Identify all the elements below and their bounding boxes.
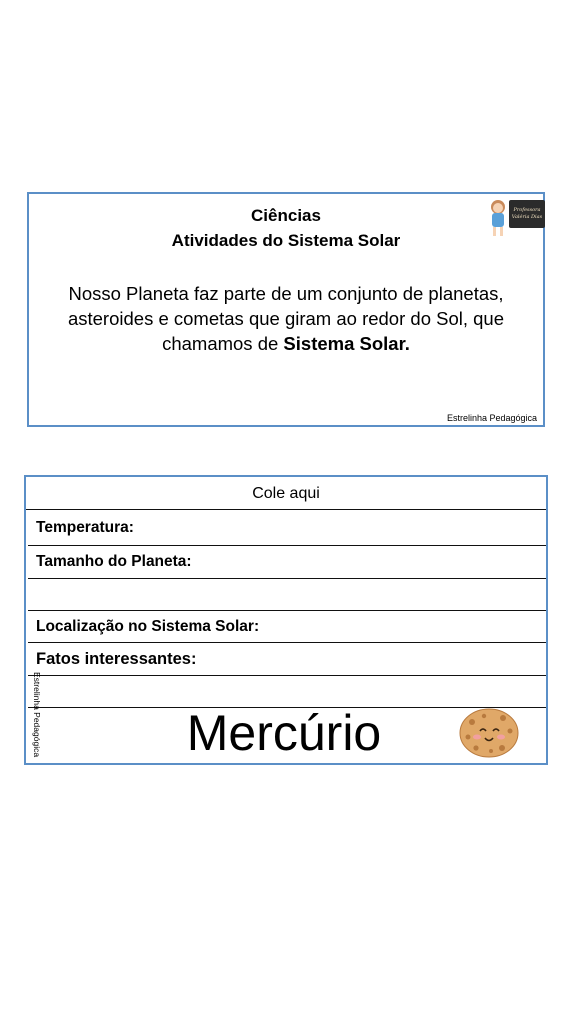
interesting-facts-row: Fatos interessantes:: [28, 643, 546, 676]
subject-heading: Ciências: [251, 206, 321, 225]
intro-text-prefix: Nosso Planeta faz parte de um conjunto de planetas, asteroides e cometas que giram ao redor do Sol, que chamamos de: [67, 283, 505, 354]
paste-here-label: Cole aqui: [26, 477, 546, 510]
side-credit-text: Estrelinha Pedagógica: [32, 672, 42, 758]
intro-text: [49, 281, 523, 356]
intro-card: [27, 192, 545, 427]
credit-text: Estrelinha Pedagógica: [446, 413, 537, 423]
intro-text-bold: Sistema Solar.: [283, 333, 410, 354]
planet-name: Mercúrio: [186, 705, 382, 761]
solar-location-row: Localização no Sistema Solar:: [28, 611, 546, 643]
temperature-row: Temperatura:: [28, 510, 546, 546]
planet-worksheet: [24, 475, 548, 765]
teacher-logo-icon: [485, 196, 547, 238]
svg-text:Valéria Dias: Valéria Dias: [511, 214, 543, 220]
mercury-planet-icon: [458, 707, 520, 759]
planet-size-row: Tamanho do Planeta:: [28, 546, 546, 579]
svg-text:Professora: Professora: [513, 207, 541, 213]
card-title: Atividades do Sistema Solar: [171, 231, 401, 250]
blank-row: [28, 579, 546, 611]
